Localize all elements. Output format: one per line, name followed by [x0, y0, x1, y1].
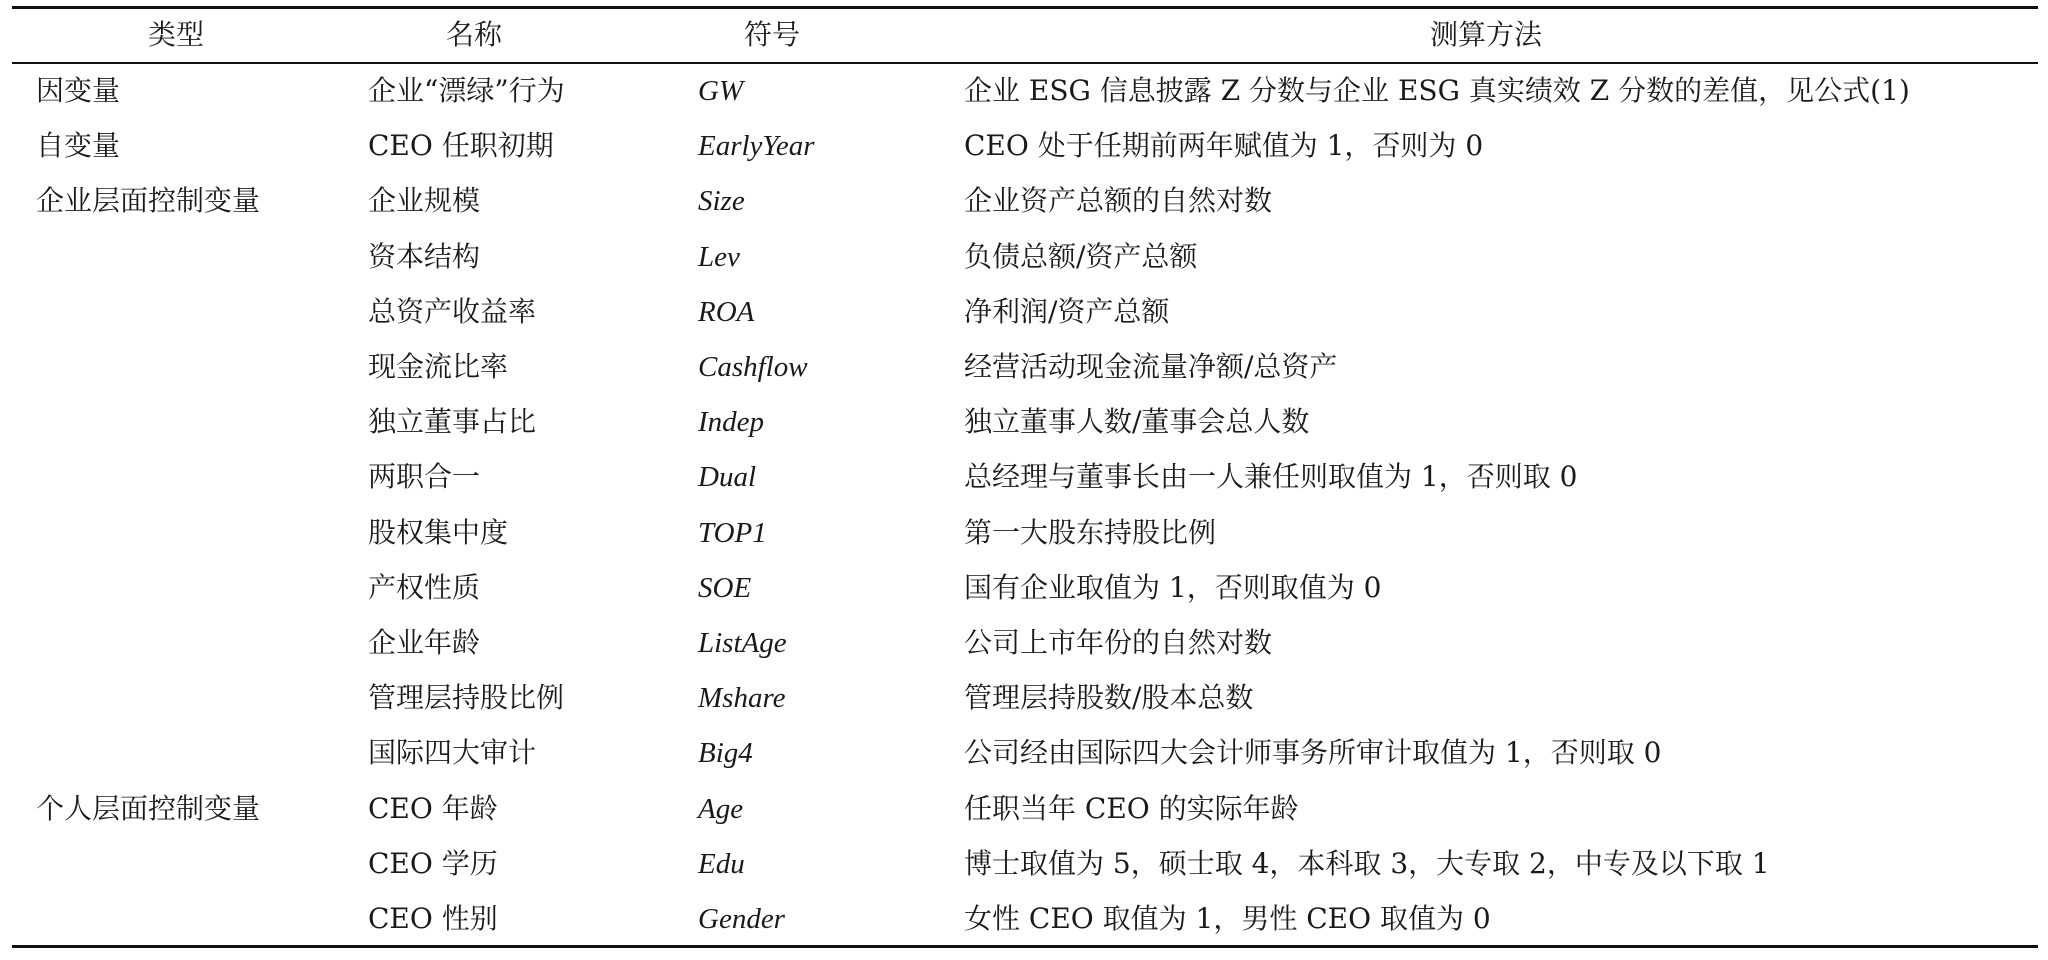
- cell-symbol: Dual: [698, 461, 756, 493]
- cell-method: 公司上市年份的自然对数: [964, 626, 1273, 659]
- header-method: 测算方法: [1430, 18, 1543, 51]
- cell-type: 自变量: [36, 129, 121, 162]
- cell-name: 企业规模: [368, 184, 481, 217]
- cell-method: 总经理与董事长由一人兼任则取值为 1，否则取 0: [964, 460, 1578, 493]
- cell-method: 负债总额/资产总额: [964, 240, 1198, 273]
- cell-name: 管理层持股比例: [368, 681, 565, 714]
- cell-name: CEO 性别: [368, 902, 498, 935]
- table-top-rule: [12, 6, 2038, 9]
- cell-type: 因变量: [36, 74, 121, 107]
- cell-method: 净利润/资产总额: [964, 295, 1170, 328]
- cell-symbol: Lev: [698, 241, 740, 273]
- cell-method: CEO 处于任期前两年赋值为 1，否则为 0: [964, 129, 1484, 162]
- cell-method: 第一大股东持股比例: [964, 516, 1217, 549]
- cell-symbol: SOE: [698, 572, 752, 604]
- cell-method: 独立董事人数/董事会总人数: [964, 405, 1310, 438]
- cell-name: 产权性质: [368, 571, 481, 604]
- cell-method: 企业 ESG 信息披露 Z 分数与企业 ESG 真实绩效 Z 分数的差值，见公式(1): [964, 74, 1910, 107]
- cell-method: 经营活动现金流量净额/总资产: [964, 350, 1338, 383]
- cell-symbol: GW: [698, 75, 744, 107]
- cell-symbol: Size: [698, 185, 745, 217]
- cell-name: 企业“漂绿”行为: [368, 74, 565, 107]
- cell-symbol: Gender: [698, 903, 785, 935]
- header-type: 类型: [148, 18, 205, 51]
- cell-symbol: TOP1: [698, 517, 767, 549]
- cell-method: 公司经由国际四大会计师事务所审计取值为 1，否则取 0: [964, 736, 1662, 769]
- cell-method: 国有企业取值为 1，否则取值为 0: [964, 571, 1382, 604]
- cell-method: 管理层持股数/股本总数: [964, 681, 1254, 714]
- cell-name: 企业年龄: [368, 626, 481, 659]
- cell-name: 股权集中度: [368, 516, 509, 549]
- header-name: 名称: [446, 18, 503, 51]
- cell-name: 现金流比率: [368, 350, 509, 383]
- cell-name: CEO 年龄: [368, 792, 498, 825]
- cell-symbol: ROA: [698, 296, 755, 328]
- cell-symbol: Edu: [698, 848, 745, 880]
- cell-name: 两职合一: [368, 460, 481, 493]
- cell-type: 企业层面控制变量: [36, 184, 261, 217]
- table-bottom-rule: [12, 945, 2038, 948]
- cell-name: CEO 学历: [368, 847, 498, 880]
- header-rule: [12, 62, 2038, 64]
- cell-name: 国际四大审计: [368, 736, 537, 769]
- cell-method: 女性 CEO 取值为 1，男性 CEO 取值为 0: [964, 902, 1491, 935]
- cell-method: 任职当年 CEO 的实际年龄: [964, 792, 1299, 825]
- cell-symbol: Big4: [698, 737, 753, 769]
- cell-symbol: ListAge: [698, 627, 787, 659]
- cell-method: 博士取值为 5，硕士取 4，本科取 3，大专取 2，中专及以下取 1: [964, 847, 1770, 880]
- cell-type: 个人层面控制变量: [36, 792, 261, 825]
- cell-method: 企业资产总额的自然对数: [964, 184, 1273, 217]
- variable-definition-table: [12, 0, 2038, 960]
- cell-name: 总资产收益率: [368, 295, 537, 328]
- cell-name: CEO 任职初期: [368, 129, 554, 162]
- cell-symbol: Cashflow: [698, 351, 808, 383]
- cell-symbol: EarlyYear: [698, 130, 815, 162]
- cell-name: 独立董事占比: [368, 405, 537, 438]
- cell-symbol: Indep: [698, 406, 765, 438]
- cell-name: 资本结构: [368, 240, 481, 273]
- cell-symbol: Mshare: [698, 682, 786, 714]
- header-symbol: 符号: [744, 18, 801, 51]
- cell-symbol: Age: [698, 793, 744, 825]
